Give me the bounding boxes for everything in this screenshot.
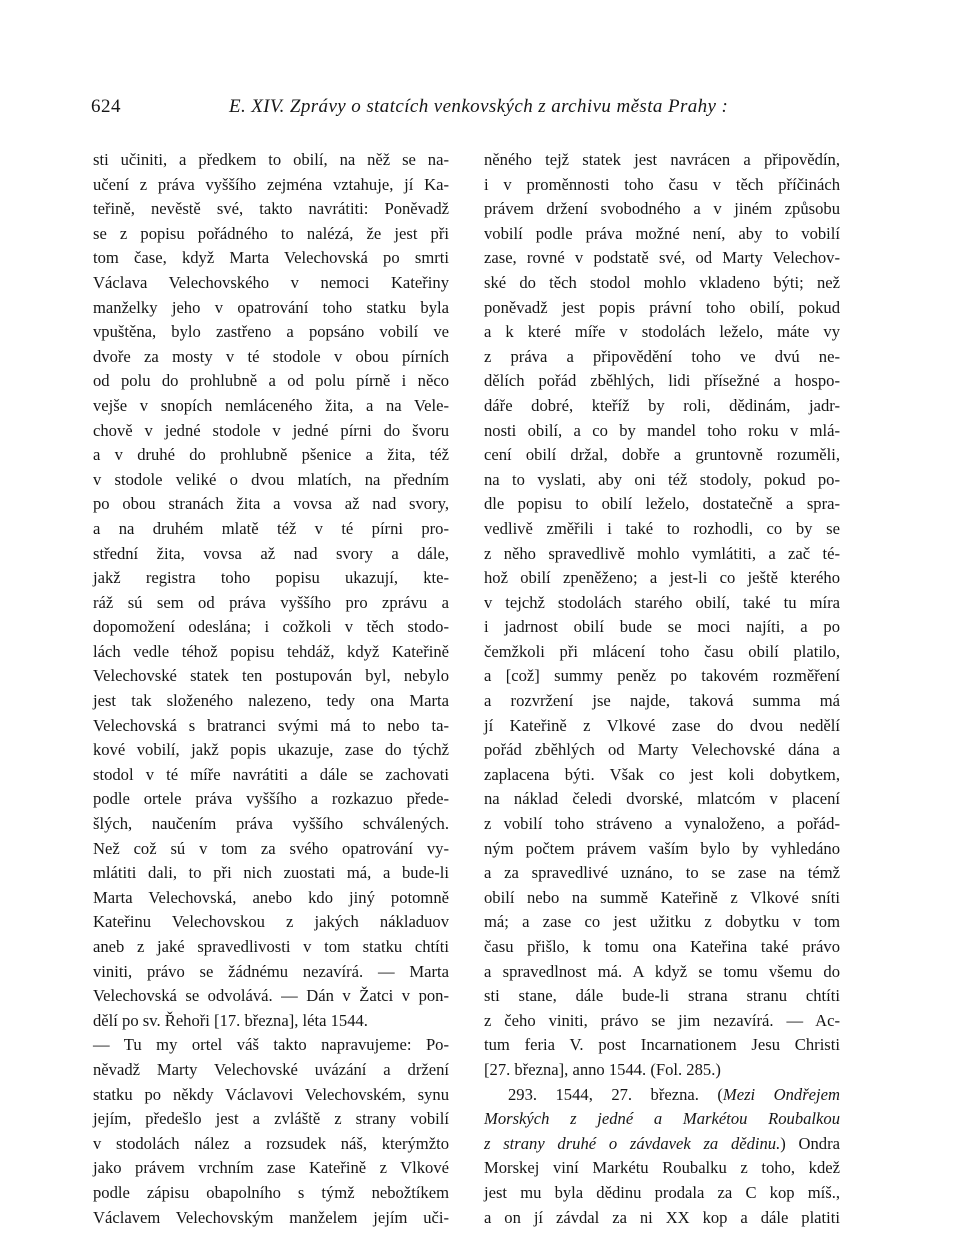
text-line: jakž registra toho popisu ukazují, kte- — [93, 568, 449, 588]
text-line — [484, 1132, 840, 1157]
text-line: Než což sú v tom za svého opatrování vy- — [93, 838, 449, 858]
text-line: a spravedlnost má. A když se tomu všemu do — [484, 961, 840, 981]
text-line: tum feria V. post Incarnationem Jesu Christi — [484, 1035, 840, 1055]
text-line: Václava Velechovského v nemoci Kateřiny — [93, 272, 449, 292]
text-line: v stodolách nález a rozsudek náš, kterýmžto — [93, 1133, 449, 1153]
text-line: ným počtem právem vaším bylo by vyhledáno — [484, 838, 840, 858]
text-line: statku po někdy Václavovi Velechovském, synu — [93, 1084, 449, 1104]
text-line: se z popisu pořádného to nalézá, že jest při — [93, 223, 449, 243]
right-column — [484, 148, 840, 1230]
text-line: Velechovské statek ten postupován byl, nebylo — [93, 666, 449, 686]
text-line: pořád zběhlých od Marty Velechovské dána a — [484, 740, 840, 760]
text-line: sti učiniti, a předkem to obilí, na něž se na- — [93, 150, 449, 169]
text-line: od polu do prohlubně a od polu pírně i něco — [93, 371, 449, 391]
text-line: právem držení svobodného a v jiném způsobu — [484, 199, 840, 219]
text-line: na to vyslati, aby oni též stodoly, pokud po- — [484, 469, 840, 489]
text-line: v tejchž stodolách starého obilí, také tu míra — [484, 592, 840, 612]
text-segment: 293. 1544, 27. března. ( — [508, 1084, 723, 1104]
entry-heading-line — [484, 1083, 840, 1108]
text-line: podle ortele práva vyššího a rozkazuo přede- — [93, 789, 449, 809]
text-line: má; a zase co jest užitku z dobytku v tom — [484, 912, 840, 932]
text-line: mlátiti dali, to při nich zuostati má, a bude-li — [93, 863, 449, 883]
text-line: jako právem vrchním zase Kateřině z Vlkové — [93, 1158, 449, 1178]
text-line: kové vobilí, jakž popis ukazuje, zase do týchž — [93, 740, 449, 760]
text-line: a [což] summy peněz po takovém rozměření — [484, 666, 840, 686]
text-line: tom čase, když Marta Velechovská po smrti — [93, 248, 449, 268]
text-line: poněvadž jest popis právní toho obilí, pokud — [484, 297, 840, 317]
text-line: něvadž Marty Velechovské uvázání a držení — [93, 1059, 449, 1079]
text-line: jest mu byla dědinu prodala za C kop míš., — [484, 1182, 840, 1202]
text-line: něného tejž statek jest navrácen a připovědín, — [484, 150, 840, 169]
text-line: dáře dobré, kteříž by roli, dědinám, jadr- — [484, 395, 840, 415]
text-line: učení z práva vyššího zejména vztahuje, jí Ka- — [93, 174, 449, 194]
running-head — [91, 90, 871, 124]
text-line: střední žita, vovsa až nad svory a dále, — [93, 543, 449, 563]
text-line: nosti obilí, a co by mandel toho roku v mlá- — [484, 420, 840, 440]
text-line: Václavem Velechovským manželem jejím uči- — [93, 1207, 449, 1227]
text-line: a k které míře v stodolách leželo, máte vy — [484, 322, 840, 342]
text-line: vedlivě změřili i také to rozhodli, co by se — [484, 518, 840, 538]
text-line: z práva a připovědění toho ve dvú ne- — [484, 346, 840, 366]
text-line: dvoře za mosty v té stodole v obou pírních — [93, 346, 449, 366]
text-line: dělích pořád zběhlých, lidi přísežné a hospo- — [484, 371, 840, 391]
text-line: sti stane, dále bude-li strana stranu chtíti — [484, 986, 840, 1006]
text-line: dle popisu to obilí leželo, dostatečně a spra- — [484, 494, 840, 514]
text-line: obilí nebo na summě Kateřině z Vlkové sníti — [484, 887, 840, 907]
text-line: hož obilí zpeněženo; a jest-li co ještě kterého — [484, 568, 840, 588]
text-line: šlých, naučením práva vyššího schválených. — [93, 814, 449, 834]
text-line: času přišlo, k tomu ona Kateřina také právo — [484, 937, 840, 956]
text-line: jest tak složeného nalezeno, tedy ona Marta — [93, 691, 449, 711]
italic-segment: z strany druhé o závdavek za dědinu. — [484, 1133, 781, 1153]
text-line: vobilí podle práva možné není, aby to vobilí — [484, 223, 840, 243]
text-line: dělí po sv. Řehoři [17. března], léta 1544. — [93, 1010, 368, 1030]
text-line: zase, rovné v podstatě své, od Marty Velechov- — [484, 248, 840, 268]
text-line: dopomožení odeslána; i cožkoli v těch stodo- — [93, 617, 449, 637]
text-line: viniti, právo se žádnému nezavírá. — Marta — [93, 961, 449, 981]
text-line: jejím, předešlo jest a zvláště z strany vobilí — [93, 1109, 449, 1129]
left-column — [93, 148, 449, 1230]
text-line: podle zápisu obapolního s týmž nebožtíkem — [93, 1182, 449, 1202]
page-number: 624 — [91, 96, 121, 117]
text-line: v stodole veliké o dvou mlatích, na předním — [93, 469, 449, 489]
text-line: Velechovská s bratranci svými má to nebo ta- — [93, 715, 449, 735]
running-head-title: E. XIV. Zprávy o statcích venkovských z archivu města Prahy : — [229, 96, 729, 117]
text-line: ráž sú sem od práva vyššího pro zprávu a — [93, 592, 449, 612]
text-line: teřině, nevěstě své, takto navrátiti: Poněvadž — [93, 199, 449, 219]
text-line: a na druhém mlatě též v té pírni pro- — [93, 518, 449, 538]
text-line: Morskej viní Markétu Roubalku z toho, kdež — [484, 1158, 840, 1178]
text-line: na náklad čeledi dvorské, mlatcóm v placení — [484, 789, 840, 809]
text-line: a za spravedlivé uznáno, to se zase na témž — [484, 863, 840, 883]
text-line: [27. března], anno 1544. (Fol. 285.) — [484, 1059, 721, 1079]
text-line: aneb z jaké spravedlivosti v tom statku chtíti — [93, 937, 449, 956]
text-line: i jadrnost obilí bude se moci najíti, a po — [484, 617, 840, 637]
text-line: — Tu my ortel váš takto napravujeme: Po- — [93, 1035, 449, 1055]
text-line: manželky jeho v opatrování toho statku byla — [93, 297, 449, 317]
text-line: zaplacena býti. Však co jest koli dobytkem, — [484, 764, 840, 784]
italic-segment: Morských z jedné a Markétou Roubalkou — [484, 1109, 840, 1129]
text-line: z čeho viniti, právo se jim nezavírá. — Ac- — [484, 1010, 840, 1030]
text-line: ské do těch stodol mohlo vkladeno býti; než — [484, 272, 840, 292]
text-line: i v proměnnosti toho času v těch příčinách — [484, 174, 840, 194]
text-line: vpuštěna, bylo zastřeno a popsáno vobilí ve — [93, 322, 449, 342]
text-line: jí Kateřině z Vlkové zase do dvou nedělí — [484, 715, 840, 735]
text-line: a v druhé do prohlubně pšenice a žita, též — [93, 445, 449, 465]
text-line: Velechovská se odvolává. — Dán v Žatci v pon- — [93, 986, 449, 1006]
text-line: z něho spravedlivě mohlo vymlátiti, a zač té- — [484, 543, 840, 563]
text-line: po obou stranách žita a vovsa až nad svory, — [93, 494, 449, 514]
text-line: lách vedle téhož popisu tehdáž, když Kateřině — [93, 641, 449, 661]
text-line: Marta Velechovská, anebo kdo jiný potomně — [93, 887, 449, 907]
text-line: cení obilí držal, dobře a gruntovně rozuměli, — [484, 445, 840, 465]
text-line: z vobilí toho stráveno a vynaloženo, a pořád- — [484, 814, 840, 834]
text-line: čemžkoli při mlácení toho času obilí platilo, — [484, 641, 840, 661]
text-line: Kateřinu Velechovskou z jakých nákladuov — [93, 912, 449, 932]
text-line — [484, 1107, 840, 1132]
italic-segment: Mezi Ondřejem — [722, 1084, 840, 1104]
text-line: a rozvržení jse najde, taková summa má — [484, 691, 840, 711]
text-line: chově v jedné stodole v jedné pírni do švoru — [93, 420, 449, 440]
text-line: vejše v snopích nemláceného žita, a na Vele- — [93, 395, 449, 415]
text-line: stodol v té míře navrátiti a dále se zachovati — [93, 764, 449, 784]
text-line: a on jí závdal za ni XX kop a dále platiti — [484, 1207, 840, 1227]
text-segment: ) Ondra — [780, 1133, 840, 1153]
